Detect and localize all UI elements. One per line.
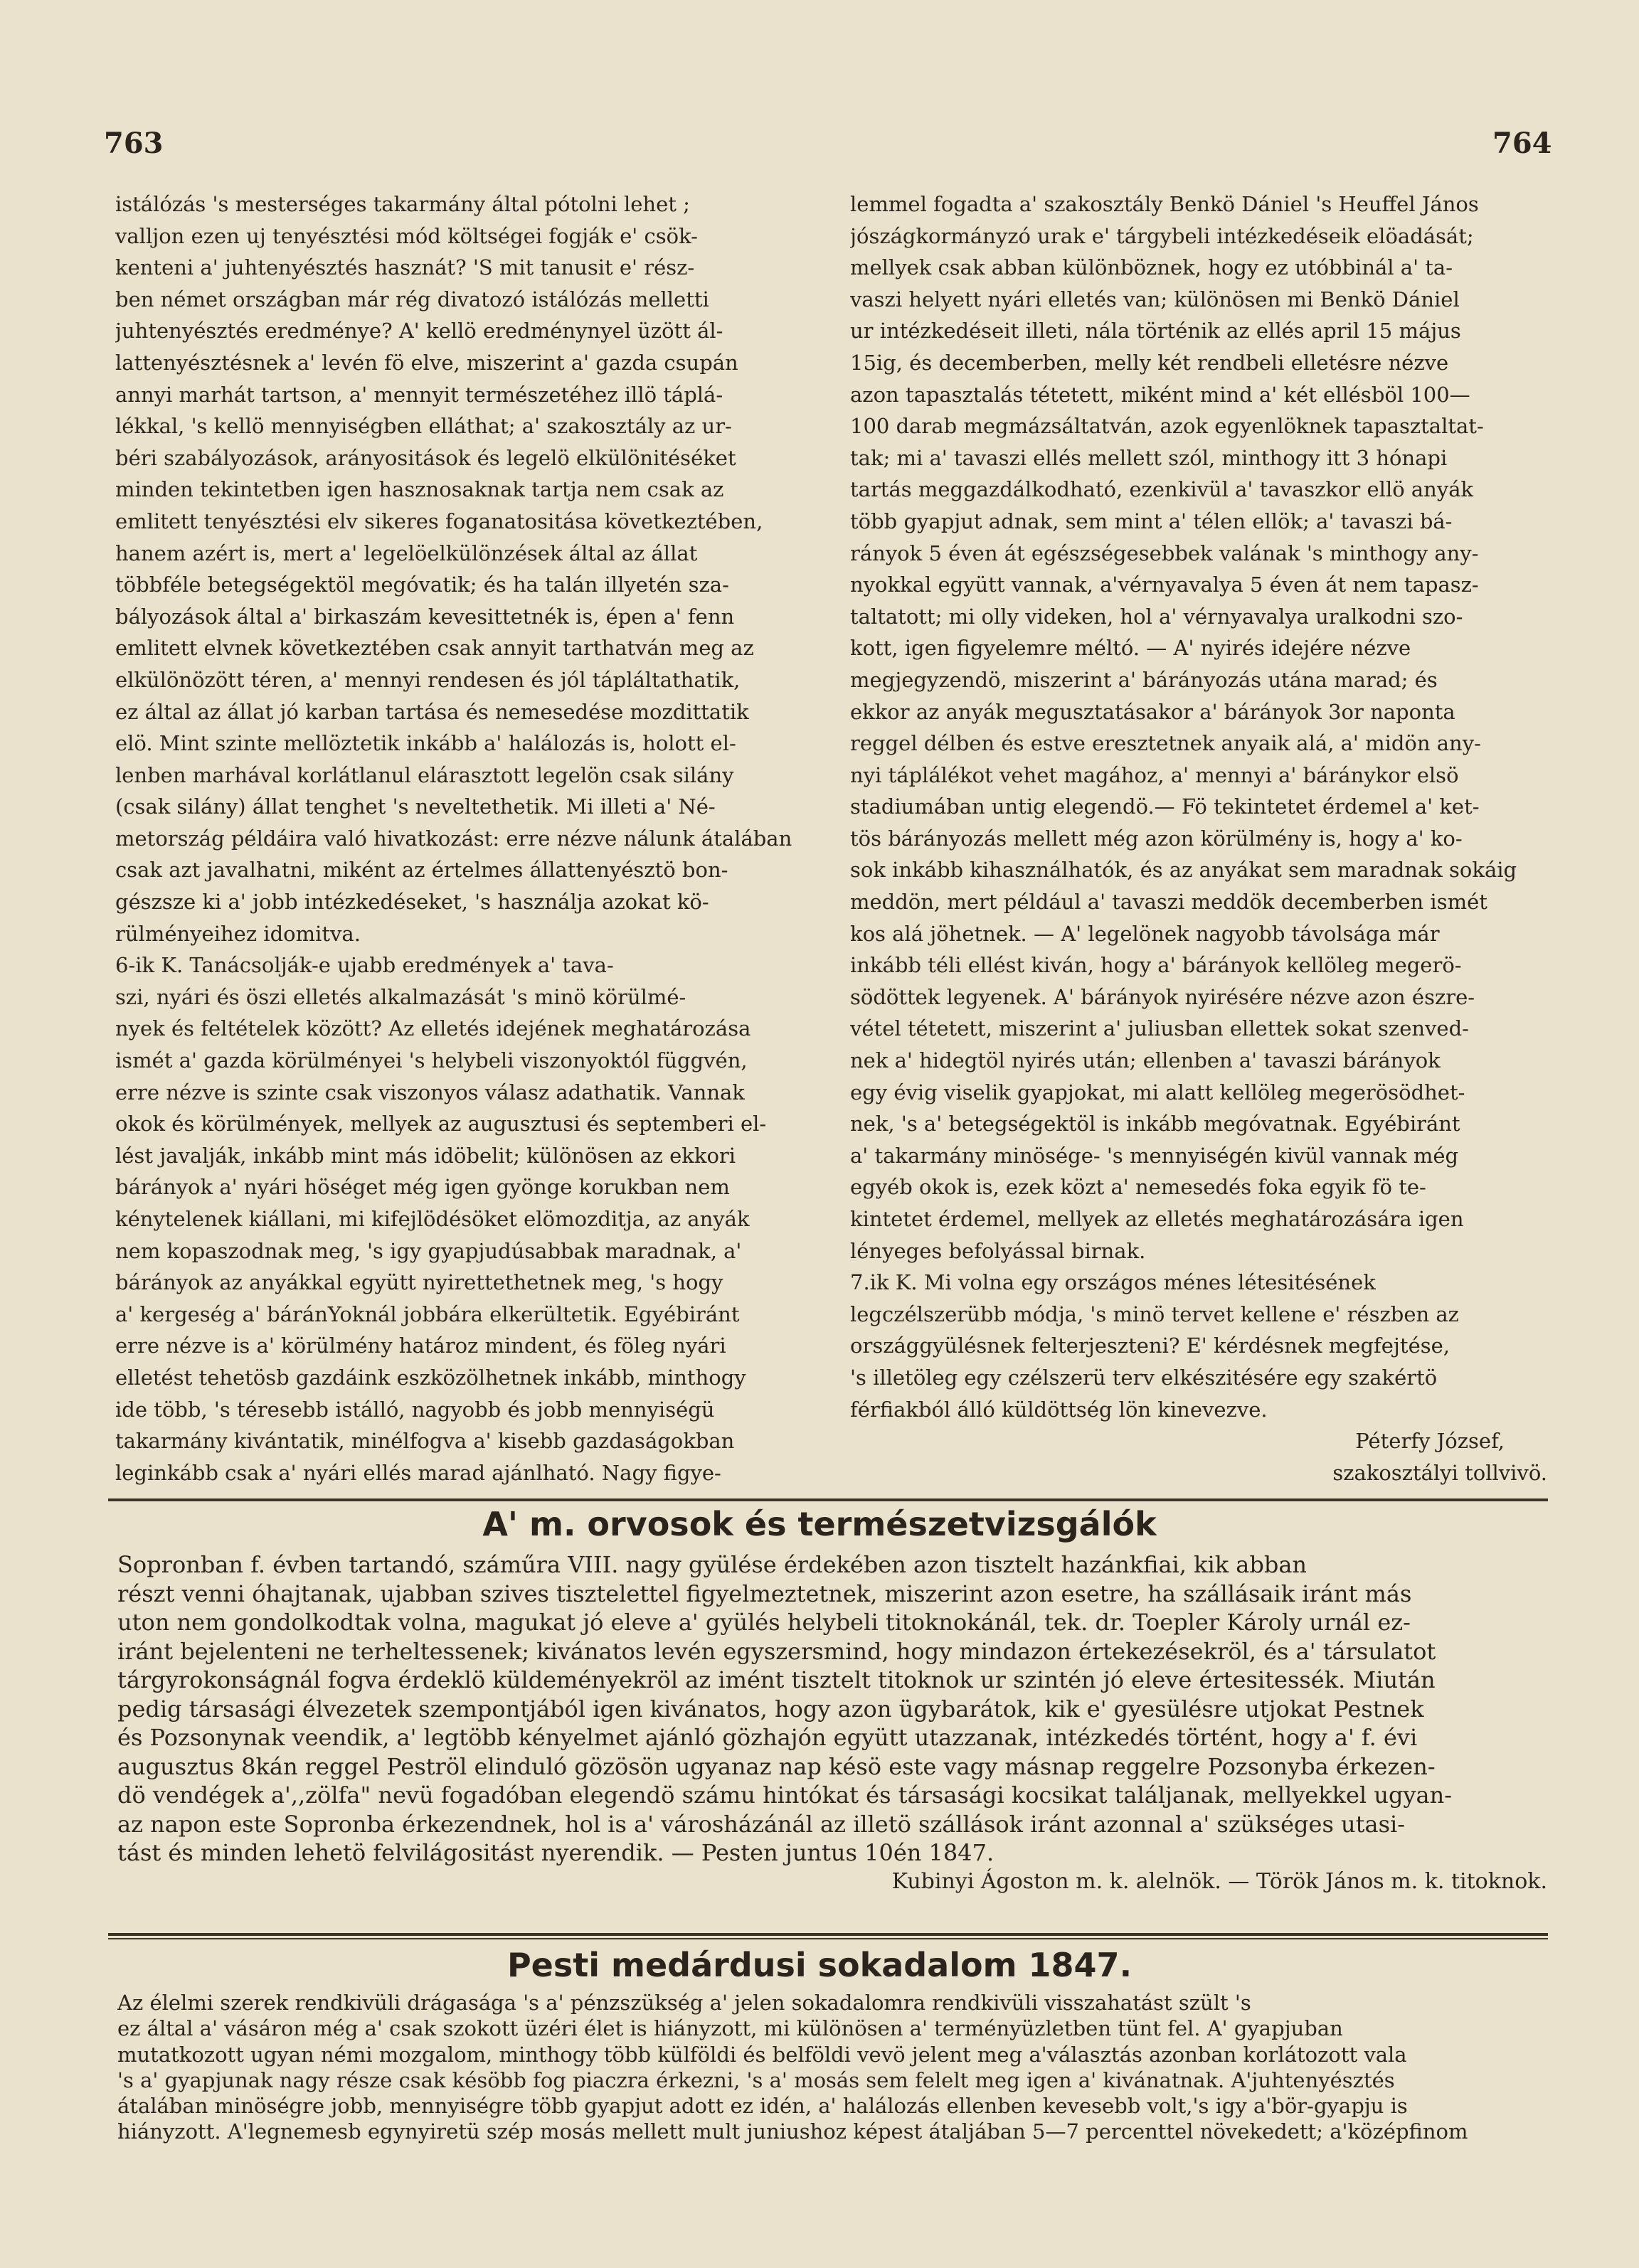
text-line: augusztus 8kán reggel Peströl elinduló gözösön ugyanaz nap késö este vagy másnap reggelre Pozsonyba érkezen- (117, 1752, 1436, 1780)
text-line: sok inkább kihasználhatók, és az anyákat sem maradnak sokáig (850, 858, 1517, 883)
text-line: gészsze ki a' jobb intézkedéseket, 's használja azokat kö- (115, 890, 709, 915)
text-line: elkülönözött téren, a' mennyi rendesen és jól tápláltathatik, (115, 667, 741, 692)
text-line: bárányok a' nyári höséget még igen gyönge korukban nem (115, 1175, 730, 1200)
text-line: vétel tétetett, miszerint a' juliusban ellettek sokat szenved- (850, 1016, 1469, 1041)
text-line: vaszi helyett nyári elletés van; különösen mi Benkö Dániel (850, 287, 1460, 312)
text-line: kenteni a' juhtenyésztés hasznát? 'S mit tanusit e' rész- (115, 255, 695, 280)
text-line: nyi táplálékot vehet magához, a' mennyi a' báránykor elsö (850, 762, 1459, 787)
text-line: annyi marhát tartson, a' mennyit természetéhez illö táplá- (115, 382, 723, 407)
text-line: kintetet érdemel, mellyek az elletés meghatározására igen (850, 1207, 1464, 1231)
text-line: bályozások által a' birkaszám kevesittetnék is, épen a' fenn (115, 604, 735, 629)
text-line: megjegyzendö, miszerint a' bárányozás utána marad; és (850, 667, 1438, 692)
text-line: Sopronban f. évben tartandó, száműra VIII. nagy gyülése érdekében azon tisztelt hazánkfiai, kik abban (117, 1551, 1308, 1578)
text-line: béri szabályozások, arányositások és legelö elkülönitéséket (115, 445, 736, 470)
text-line: tak; mi a' tavaszi ellés mellett szól, minthogy itt 3 hónapi (850, 445, 1448, 470)
text-line: inkább téli ellést kiván, hogy a' bárányok kellöleg megerö- (850, 953, 1462, 978)
text-line: södöttek legyenek. A' bárányok nyirésére nézve azon észre- (850, 984, 1475, 1009)
text-line: ekkor az anyák megusztatásakor a' bárányok 3or naponta (850, 699, 1455, 724)
section-body-naturalists (117, 1550, 1547, 1896)
text-line: kénytelenek kiállani, mi kifejlödésöket elömozditja, az anyák (115, 1207, 750, 1231)
text-line: pedig társasági élvezetek szempontjából igen kivánatos, hogy azon ügybarátok, kik e' gyesülésre utjokat Pestnek (117, 1695, 1424, 1723)
text-line: juhtenyésztés eredménye? A' kellö eredménynyel üzött ál- (115, 319, 723, 344)
text-line: 100 darab megmázsáltatván, azok egyenlöknek tapasztaltat- (850, 414, 1484, 439)
text-line: minden tekintetben igen hasznosaknak tartja nem csak az (115, 477, 724, 502)
text-line: 's illetöleg egy czélszerü terv elkészitésére egy szakértö (850, 1365, 1438, 1390)
text-line: lemmel fogadta a' szakosztály Benkö Dániel 's Heuffel János (850, 192, 1479, 216)
text-line: erre nézve is a' körülmény határoz mindent, és föleg nyári (115, 1333, 726, 1358)
text-line: ide több, 's téresebb istálló, nagyobb és jobb mennyiségü (115, 1397, 715, 1422)
text-line: dö vendégek a',,zölfa" nevü fogadóban elegendö számu hintókat és társasági kocsikat találjanak, mellyekkel ugyan- (117, 1782, 1452, 1809)
text-line: nyek és feltételek között? Az elletés idejének meghatározása (115, 1016, 751, 1041)
text-line: tást és minden lehetö felvilágositást nyerendik. — Pesten juntus 10én 1847. (117, 1839, 994, 1866)
text-line: részt venni óhajtanak, ujabban szives tisztelettel figyelmeztetnek, miszerint azon esetre, ha szállásaik iránt más (117, 1580, 1412, 1607)
text-line: stadiumában untig elegendö.— Fö tekintetet érdemel a' ket- (850, 794, 1480, 819)
left-column (115, 188, 816, 1489)
text-line: és Pozsonynak veendik, a' legtöbb kényelmet ajánló gözhajón együtt utazzanak, intézkedés történt, hogy a' f. évi (117, 1724, 1418, 1751)
page-number-left: 763 (104, 127, 164, 160)
text-line: szi, nyári és öszi elletés alkalmazását 's minö körülmé- (115, 984, 686, 1009)
text-line: erre nézve is szinte csak viszonyos válasz adathatik. Vannak (115, 1080, 745, 1104)
text-line: mellyek csak abban különböznek, hogy ez utóbbinál a' ta- (850, 255, 1453, 280)
text-line: többféle betegségektöl megóvatik; és ha talán illyetén sza- (115, 573, 729, 597)
text-line: metország példáira való hivatkozást: erre nézve nálunk átalában (115, 826, 792, 851)
text-line: kos alá jöhetnek. — A' legelönek nagyobb távolsága már (850, 921, 1440, 946)
text-line: rányok 5 éven át egészségesebbek valának 's minthogy any- (850, 541, 1479, 565)
text-line: istálózás 's mesterséges takarmány által pótolni lehet ; (115, 192, 690, 216)
text-line: Az élelmi szerek rendkivüli drágasága 's a' pénzszükség a' jelen sokadalomra rendkivüli visszahatást szült 's (117, 1991, 1251, 2015)
text-line: leginkább csak a' nyári ellés marad ajánlható. Nagy figye- (115, 1460, 721, 1485)
text-line: meddön, mert például a' tavaszi meddök decemberben ismét (850, 890, 1487, 915)
section-body-fair (117, 1990, 1547, 2145)
text-line: okok és körülmények, mellyek az augusztusi és septemberi el- (115, 1112, 767, 1136)
text-line: ben német országban már rég divatozó istálózás melletti (115, 287, 709, 312)
text-line: elletést tehetösb gazdáink eszközölhetnek inkább, minthogy (115, 1365, 746, 1390)
text-line: emlitett tenyésztési elv sikeres foganatositása következtében, (115, 509, 763, 533)
text-line: jószágkormányzó urak e' tárgybeli intézkedéseik elöadását; (850, 223, 1474, 248)
text-line: nyokkal együtt vannak, a'vérnyavalya 5 éven át nem tapasz- (850, 573, 1479, 597)
text-line: lékkal, 's kellö mennyiségben elláthat; a' szakosztály az ur- (115, 414, 732, 439)
text-line: egy évig viselik gyapjokat, mi alatt kellöleg megerösödhet- (850, 1080, 1465, 1104)
text-line: ez által a' vásáron még a' csak szokott üzéri élet is hiányzott, mi különösen a' terményüzletben tünt fel. A' gyapjuban (117, 2016, 1343, 2041)
text-line: 's a' gyapjunak nagy része csak késöbb fog piaczra érkezni, 's a' mosás sem felelt meg igen a' kivánatnak. A'juhtenyésztés (117, 2067, 1395, 2092)
text-line: ez által az állat jó karban tartása és nemesedése mozdittatik (115, 699, 749, 724)
text-line: takarmány kivántatik, minélfogva a' kisebb gazdaságokban (115, 1429, 735, 1454)
section-title-naturalists: A' m. orvosok és természetvizsgálók (482, 1505, 1157, 1543)
text-line: a' takarmány minösége- 's mennyiségén kivül vannak még (850, 1143, 1459, 1168)
text-line: taltatott; mi olly videken, hol a' vérnyavalya uralkodni szo- (850, 604, 1463, 629)
text-line: 15ig, és decemberben, melly két rendbeli elletésre nézve (850, 350, 1449, 375)
text-line: tartás meggazdálkodható, ezenkivül a' tavaszkor ellö anyák (850, 477, 1474, 502)
text-line: tárgyrokonságnál fogva érdeklö küldeményekröl az imént tisztelt titoknok ur szintén jó eleve értesitessék. Miután (117, 1666, 1436, 1693)
text-line: legczélszerübb módja, 's minö tervet kellene e' részben az (850, 1301, 1459, 1326)
text-line: a' kergeség a' báránYoknál jobbára elkerültetik. Egyébiránt (115, 1301, 740, 1326)
text-line: lést javalják, inkább mint más idöbelit; különösen az ekkori (115, 1143, 736, 1168)
text-line: ismét a' gazda körülményei 's helybeli viszonyoktól függvén, (115, 1048, 748, 1073)
text-line: (csak silány) állat tenghet 's neveltethetik. Mi illeti a' Né- (115, 794, 716, 819)
text-line: azon tapasztalás tétetett, miként mind a' két ellésböl 100— (850, 382, 1470, 407)
text-line: bárányok az anyákkal együtt nyirettethetnek meg, 's hogy (115, 1270, 723, 1295)
section-divider (108, 1498, 1548, 1501)
section-signature: Kubinyi Ágoston m. k. alelnök. — Török János m. k. titoknok. (891, 1868, 1547, 1894)
text-line: egyéb okok is, ezek közt a' nemesedés foka egyik fö te- (850, 1175, 1426, 1200)
text-line: nek, 's a' betegségektöl is inkább megóvatnak. Egyébiránt (850, 1112, 1460, 1136)
text-line: hiányzott. A'legnemesb egynyiretü szép mosás mellett mult juniushoz képest átaljában 5—7 percenttel növekedett; a'középfinom (117, 2119, 1468, 2144)
text-line: férfiakból álló küldöttség lön kinevezve. (850, 1397, 1268, 1422)
text-line: 7.ik K. Mi volna egy országos ménes létesitésének (850, 1270, 1376, 1295)
text-line: az napon este Sopronba érkezendnek, hol is a' városházánál az illetö szállások iránt azonnal a' szükséges utasi- (117, 1810, 1406, 1838)
text-line: elö. Mint szinte mellöztetik inkább a' halálozás is, holott el- (115, 731, 736, 756)
text-line: reggel délben és estve eresztetnek anyaik alá, a' midön any- (850, 731, 1481, 756)
text-line: nem kopaszodnak meg, 's igy gyapjudúsabbak maradnak, a' (115, 1238, 742, 1263)
text-line: lenben marhával korlátlanul elárasztott legelön csak silány (115, 762, 734, 787)
text-line: lényeges befolyással birnak. (850, 1238, 1146, 1263)
text-line: nek a' hidegtöl nyirés után; ellenben a' tavaszi bárányok (850, 1048, 1441, 1073)
text-line: iránt bejelenteni ne terheltessenek; kivánatos levén egyszersmind, hogy mindazon értekezésekröl, és a' társulatot (117, 1637, 1436, 1665)
text-line: emlitett elvnek következtében csak annyit tarthatván meg az (115, 636, 754, 661)
text-line: lattenyésztésnek a' levén fö elve, miszerint a' gazda csupán (115, 350, 738, 375)
text-line: átalában minöségre jobb, mennyiségre több gyapjut adott ez idén, a' halálozás ellenben kevesebb volt,'s igy a'bör-gyapju is (117, 2094, 1408, 2119)
text-line: több gyapjut adnak, sem mint a' télen ellök; a' tavaszi bá- (850, 509, 1453, 533)
text-line: uton nem gondolkodtak volna, magukat jó eleve a' gyülés helybeli titoknokánál, tek. dr. Toepler Károly urnál ez- (117, 1609, 1411, 1636)
text-line: tös bárányozás mellett még azon körülmény is, hogy a' ko- (850, 826, 1463, 851)
right-column (850, 188, 1547, 1489)
text-line: 6-ik K. Tanácsolják-e ujabb eredmények a' tava- (115, 953, 614, 978)
text-line: csak azt javalhatni, miként az értelmes állattenyésztö bon- (115, 858, 728, 883)
section-divider-thin (108, 1938, 1548, 1939)
signature-name: Péterfy József, (1355, 1429, 1505, 1454)
signature-role: szakosztályi tollvivö. (1332, 1460, 1547, 1485)
text-line: ur intézkedéseit illeti, nála történik az ellés april 15 május (850, 319, 1461, 344)
text-line: kott, igen figyelemre méltó. — A' nyirés idejére nézve (850, 636, 1411, 661)
text-line: valljon ezen uj tenyésztési mód költségei fogják e' csök- (115, 223, 698, 248)
text-line: mutatkozott ugyan némi mozgalom, minthogy több külföldi és belföldi vevö jelent meg a'választás azonban korlátozott vala (117, 2042, 1407, 2067)
text-line: rülményeihez idomitva. (115, 921, 361, 946)
section-title-fair: Pesti medárdusi sokadalom 1847. (506, 1946, 1133, 1984)
section-divider (108, 1933, 1548, 1936)
text-line: hanem azért is, mert a' legelöelkülönzések által az állat (115, 541, 698, 565)
text-line: országgyülésnek felterjeszteni? E' kérdésnek megfejtése, (850, 1333, 1450, 1358)
page-number-right: 764 (1492, 127, 1552, 160)
